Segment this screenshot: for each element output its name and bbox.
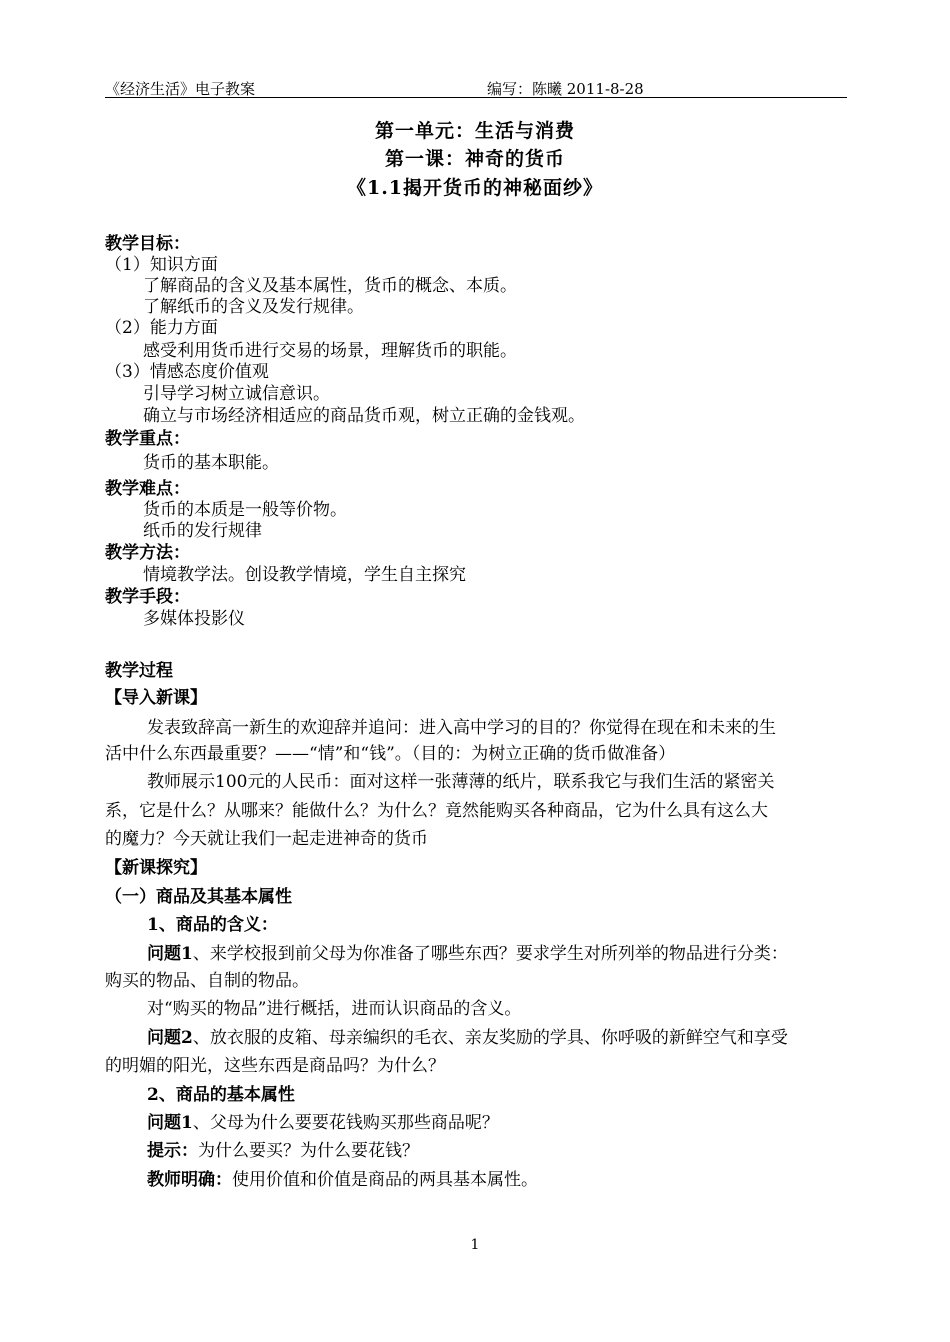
- intro-para-1-line-1: 发表致辞高一新生的欢迎辞并追问：进入高中学习的目的？你觉得在现在和未来的生: [147, 718, 776, 738]
- section-title: 《1.1揭开货币的神秘面纱》: [346, 177, 604, 199]
- emotion-label: （3）情感态度价值观: [105, 362, 269, 382]
- question-2-label: 问题2: [147, 1028, 193, 1048]
- page-number: 1: [470, 1237, 480, 1253]
- question-1-text: 、来学校报到前父母为你准备了哪些东西？要求学生对所列举的物品进行分类：: [192, 944, 788, 964]
- intro-para-1-line-2: 活中什么东西最重要？——“情”和“钱”。（目的：为树立正确的货币做准备）: [105, 744, 676, 764]
- question-2-text: 、放衣服的皮箱、母亲编织的毛衣、亲友奖励的学具、你呼吸的新鲜空气和享受: [192, 1028, 788, 1048]
- method-heading: 教学方法：: [105, 543, 190, 563]
- intro-para-2-line-2: 系，它是什么？从哪来？能做什么？为什么？竟然能购买各种商品，它为什么具有这么大: [105, 801, 768, 821]
- knowledge-label: （1）知识方面: [105, 255, 218, 275]
- question-1-line-1: [147, 943, 788, 965]
- process-heading: 教学过程: [105, 661, 173, 681]
- subsection-1-heading: 1、商品的含义：: [147, 915, 278, 935]
- question-2-line-2: 的明媚的阳光，这些东西是商品吗？为什么？: [105, 1056, 445, 1076]
- ability-label: （2）能力方面: [105, 318, 218, 338]
- intro-heading: 【导入新课】: [105, 688, 207, 708]
- key-point-1: 货币的基本职能。: [143, 453, 279, 473]
- hint-line: [147, 1140, 419, 1162]
- header-right: 编写：陈曦 2011-8-28: [487, 80, 644, 98]
- teacher-line: [147, 1169, 538, 1191]
- header-left: 《经济生活》电子教案: [105, 80, 256, 98]
- means-item: 多媒体投影仪: [143, 609, 245, 629]
- new-lesson-heading: 【新课探究】: [105, 858, 207, 878]
- unit-title: 第一单元：生活与消费: [374, 120, 575, 142]
- knowledge-item-2: 了解纸币的含义及发行规律。: [143, 297, 364, 317]
- method-item: 情境教学法。创设教学情境，学生自主探究: [143, 565, 466, 585]
- emotion-item-1: 引导学习树立诚信意识。: [143, 384, 330, 404]
- intro-para-2-line-3: 的魔力？今天就让我们一起走进神奇的货币: [105, 829, 428, 849]
- teacher-text: 使用价值和价值是商品的两具基本属性。: [232, 1170, 538, 1190]
- question-3-text: 、父母为什么要要花钱购买那些商品呢？: [192, 1113, 499, 1133]
- question-1-label: 问题1: [147, 944, 193, 964]
- key-points-heading: 教学重点：: [105, 429, 190, 449]
- part-one-heading: （一）商品及其基本属性: [105, 887, 292, 907]
- difficulty-1: 货币的本质是一般等价物。: [143, 500, 347, 520]
- header-rule: [105, 97, 847, 98]
- lesson-title: 第一课：神奇的货币: [384, 148, 565, 170]
- teacher-label: 教师明确：: [147, 1170, 232, 1190]
- question-3-label: 问题1: [147, 1113, 193, 1133]
- emotion-item-2: 确立与市场经济相适应的商品货币观，树立正确的金钱观。: [143, 406, 585, 426]
- question-1-line-2: 购买的物品、自制的物品。: [105, 971, 309, 991]
- hint-label: 提示：: [147, 1141, 198, 1161]
- objectives-heading: 教学目标：: [105, 234, 190, 254]
- question-2-line-1: [147, 1027, 788, 1049]
- question-3-line: [147, 1112, 499, 1134]
- intro-para-2-line-1: 教师展示100元的人民币：面对这样一张薄薄的纸片，联系我它与我们生活的紧密关: [147, 772, 775, 792]
- difficulties-heading: 教学难点：: [105, 479, 190, 499]
- summary-line: 对“购买的物品”进行概括，进而认识商品的含义。: [147, 999, 522, 1019]
- subsection-2-heading: 2、商品的基本属性: [147, 1085, 295, 1105]
- difficulty-2: 纸币的发行规律: [143, 521, 262, 541]
- ability-item-1: 感受利用货币进行交易的场景，理解货币的职能。: [143, 341, 517, 361]
- means-heading: 教学手段：: [105, 587, 190, 607]
- hint-text: 为什么要买？为什么要花钱？: [198, 1141, 419, 1161]
- knowledge-item-1: 了解商品的含义及基本属性，货币的概念、本质。: [143, 276, 517, 296]
